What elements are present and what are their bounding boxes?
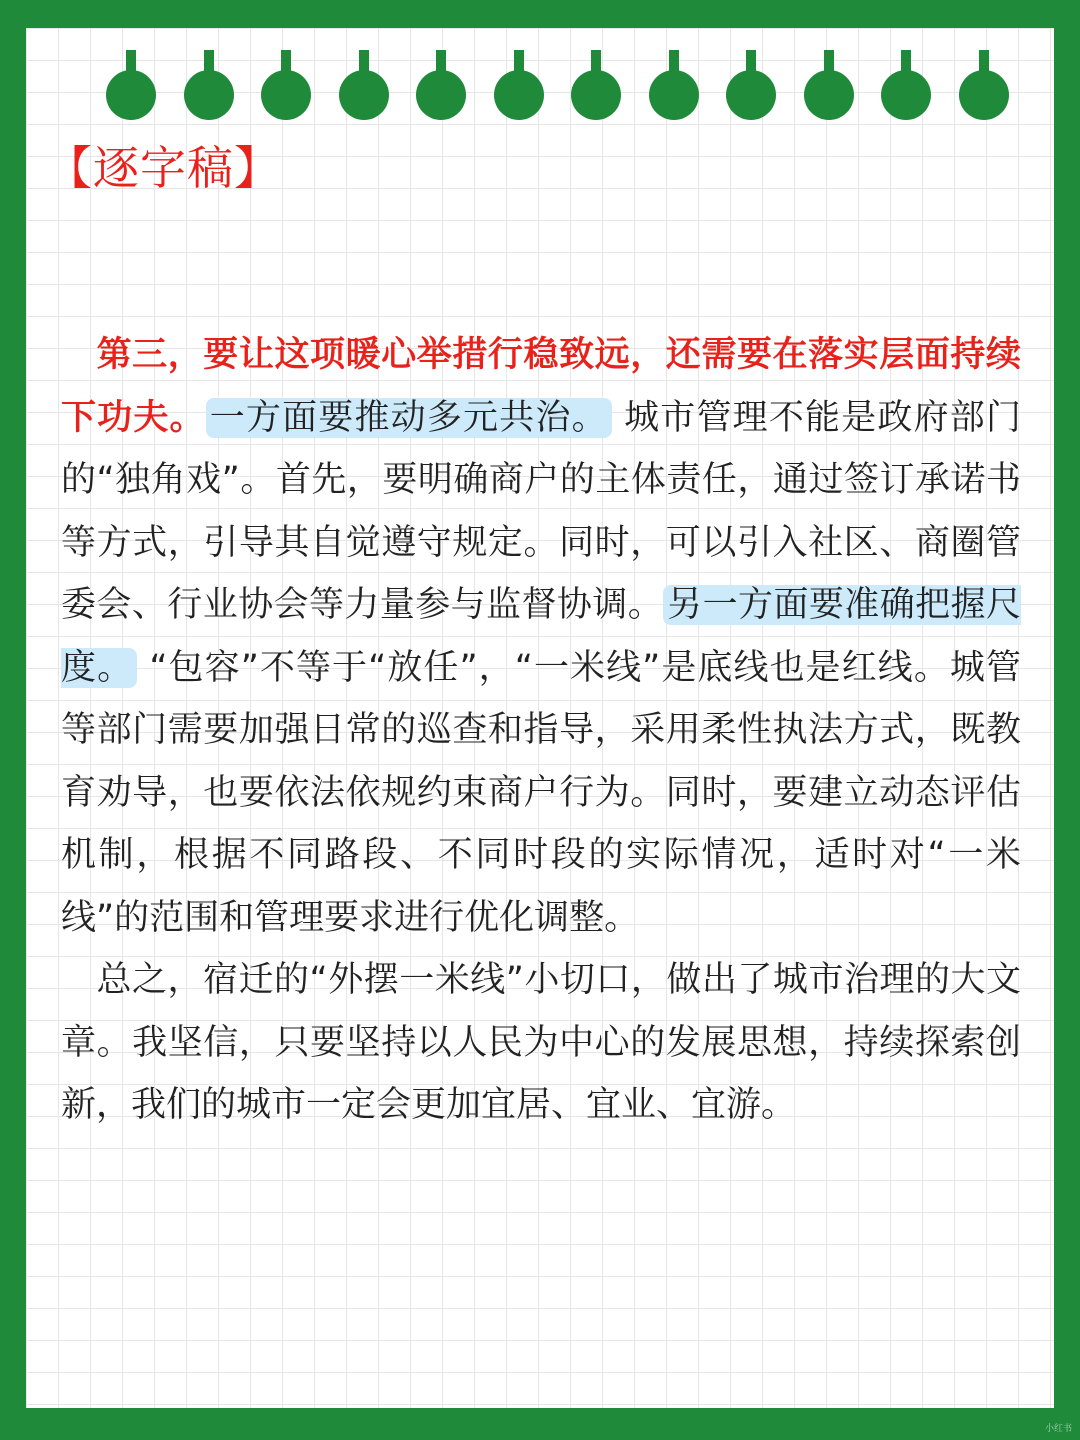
binder-ring	[881, 50, 931, 120]
binder-ring	[416, 50, 466, 120]
ring-hole	[261, 70, 311, 120]
highlight-point-2: 另一方面要准确把握尺度。	[61, 585, 1021, 688]
binder-ring	[106, 50, 156, 120]
ring-hole	[571, 70, 621, 120]
ring-hole	[959, 70, 1009, 120]
page-heading: 【逐字稿】	[46, 141, 281, 195]
ring-hole	[726, 70, 776, 120]
key-sentence: 第三，要让这项暖心举措行稳致远，还需要在落实层面持续下功夫。	[61, 335, 1021, 438]
binder-ring	[339, 50, 389, 120]
paragraph-1-text-b: “包容”不等于“放任”，“一米线”是底线也是红线。城管等部门需要加强日常的巡查和指导，采用柔性执法方式，既教育劝导，也要依法依规约束商户行为。同时，要建立动态评估机制，根据不同路段、不同时段的实际情况，适时对“一米线”的范围和管理要求进行优化调整。	[61, 647, 1021, 938]
binder-ring	[184, 50, 234, 120]
ring-hole	[494, 70, 544, 120]
ring-hole	[184, 70, 234, 120]
ring-hole	[339, 70, 389, 120]
ring-hole	[804, 70, 854, 120]
binder-ring	[261, 50, 311, 120]
binder-ring	[494, 50, 544, 120]
ring-hole	[416, 70, 466, 120]
transcript-body	[61, 324, 1021, 1137]
binder-rings	[106, 50, 1026, 120]
paragraph-1	[61, 324, 1021, 949]
ring-hole	[649, 70, 699, 120]
ring-hole	[106, 70, 156, 120]
paragraph-2	[61, 949, 1021, 1137]
binder-ring	[959, 50, 1009, 120]
watermark: 小红书	[1044, 1424, 1072, 1434]
binder-ring	[571, 50, 621, 120]
ring-hole	[881, 70, 931, 120]
notebook-page	[26, 28, 1054, 1408]
binder-ring	[804, 50, 854, 120]
highlight-point-1: 一方面要推动多元共治。	[206, 398, 612, 438]
binder-ring	[649, 50, 699, 120]
paragraph-2-text: 总之，宿迁的“外摆一米线”小切口，做出了城市治理的大文章。我坚信，只要坚持以人民为中心的发展思想，持续探索创新，我们的城市一定会更加宜居、宜业、宜游。	[61, 960, 1021, 1125]
binder-ring	[726, 50, 776, 120]
paragraph-1-text-a: 城市管理不能是政府部门的“独角戏”。首先，要明确商户的主体责任，通过签订承诺书等方式，引导其自觉遵守规定。同时，可以引入社区、商圈管委会、行业协会等力量参与监督协调。	[61, 397, 1021, 625]
